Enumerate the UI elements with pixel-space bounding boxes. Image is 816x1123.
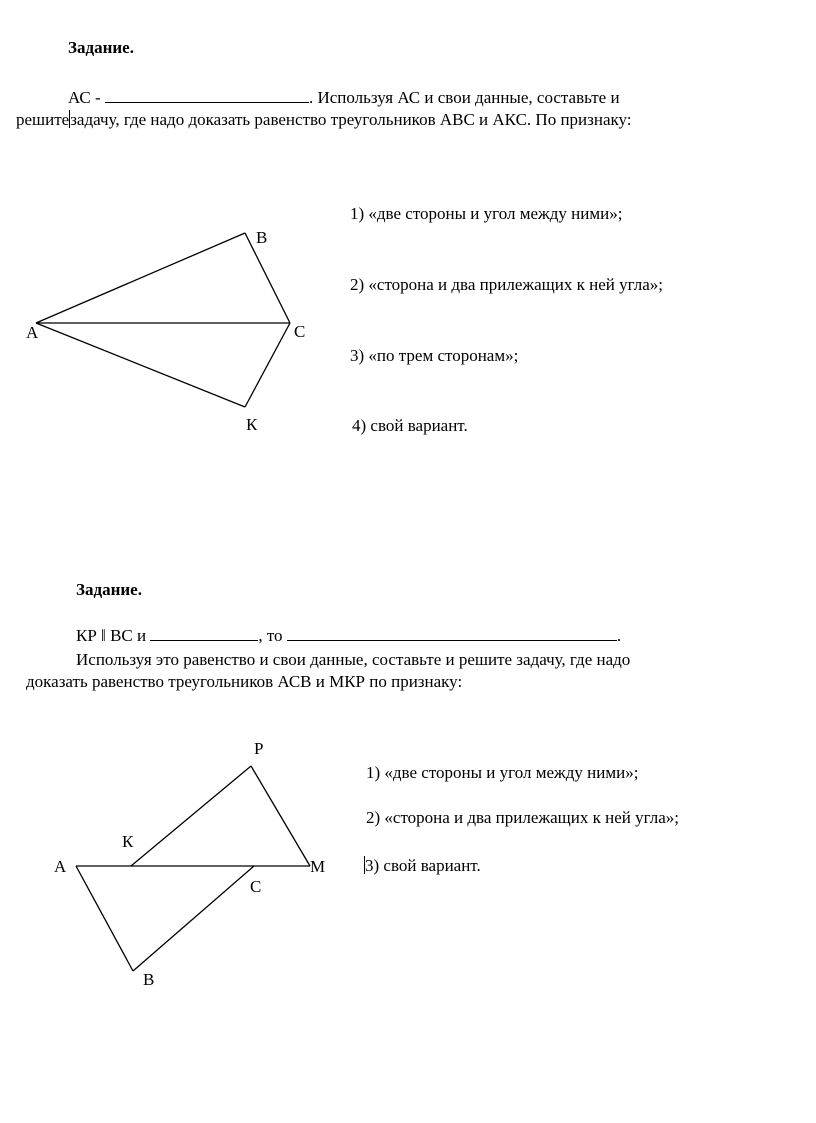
vertex-label-K: К <box>122 832 134 851</box>
task2-line2: Используя это равенство и свои данные, составьте и решите задачу, где надо <box>76 650 631 669</box>
vertex-label-P: Р <box>254 739 264 758</box>
task2-option-3-text: 3) свой вариант. <box>365 856 481 875</box>
task2-line3: доказать равенство треугольников АСВ и МКР по признаку: <box>26 672 463 691</box>
task1-option-1: 1) «две стороны и угол между ними»; <box>350 204 623 223</box>
vertex-label-C: С <box>294 322 306 341</box>
task2-option-1: 1) «две стороны и угол между ними»; <box>366 763 639 782</box>
task1-line1-suffix: . Используя АС и свои данные, составьте и <box>308 88 620 107</box>
task1-line2-rest: задачу, где надо доказать равенство треугольников АВС и АКС. По признаку: <box>70 110 632 129</box>
segment-AB <box>76 866 133 971</box>
vertex-label-B: В <box>256 228 268 247</box>
task1-option-4: 4) свой вариант. <box>352 416 468 435</box>
segment-BC <box>133 866 254 971</box>
vertex-label-B: В <box>143 970 155 989</box>
vertex-label-M: М <box>310 857 326 876</box>
task2-option-3 <box>364 856 481 876</box>
task1-option-3: 3) «по трем сторонам»; <box>350 346 519 365</box>
task1-line2-word: решите <box>16 110 70 129</box>
vertex-label-K: К <box>246 415 258 434</box>
vertex-label-A: А <box>26 323 39 342</box>
task1-option-2: 2) «сторона и два прилежащих к ней угла»; <box>350 275 663 294</box>
segment-PM <box>251 766 310 866</box>
task2-line1-end: . <box>616 626 622 645</box>
segment-KP <box>131 766 251 866</box>
task2-line1-mid: , то <box>258 626 283 645</box>
task1-title: Задание. <box>68 38 134 57</box>
task2-option-2: 2) «сторона и два прилежащих к ней угла»; <box>366 808 679 827</box>
task1-line1-prefix: АС - <box>68 88 101 107</box>
task2-line1-prefix: КР ‖ ВС и <box>76 626 147 645</box>
task2-title: Задание. <box>76 580 142 599</box>
vertex-label-C: С <box>250 877 262 896</box>
vertex-label-A: А <box>54 857 67 876</box>
